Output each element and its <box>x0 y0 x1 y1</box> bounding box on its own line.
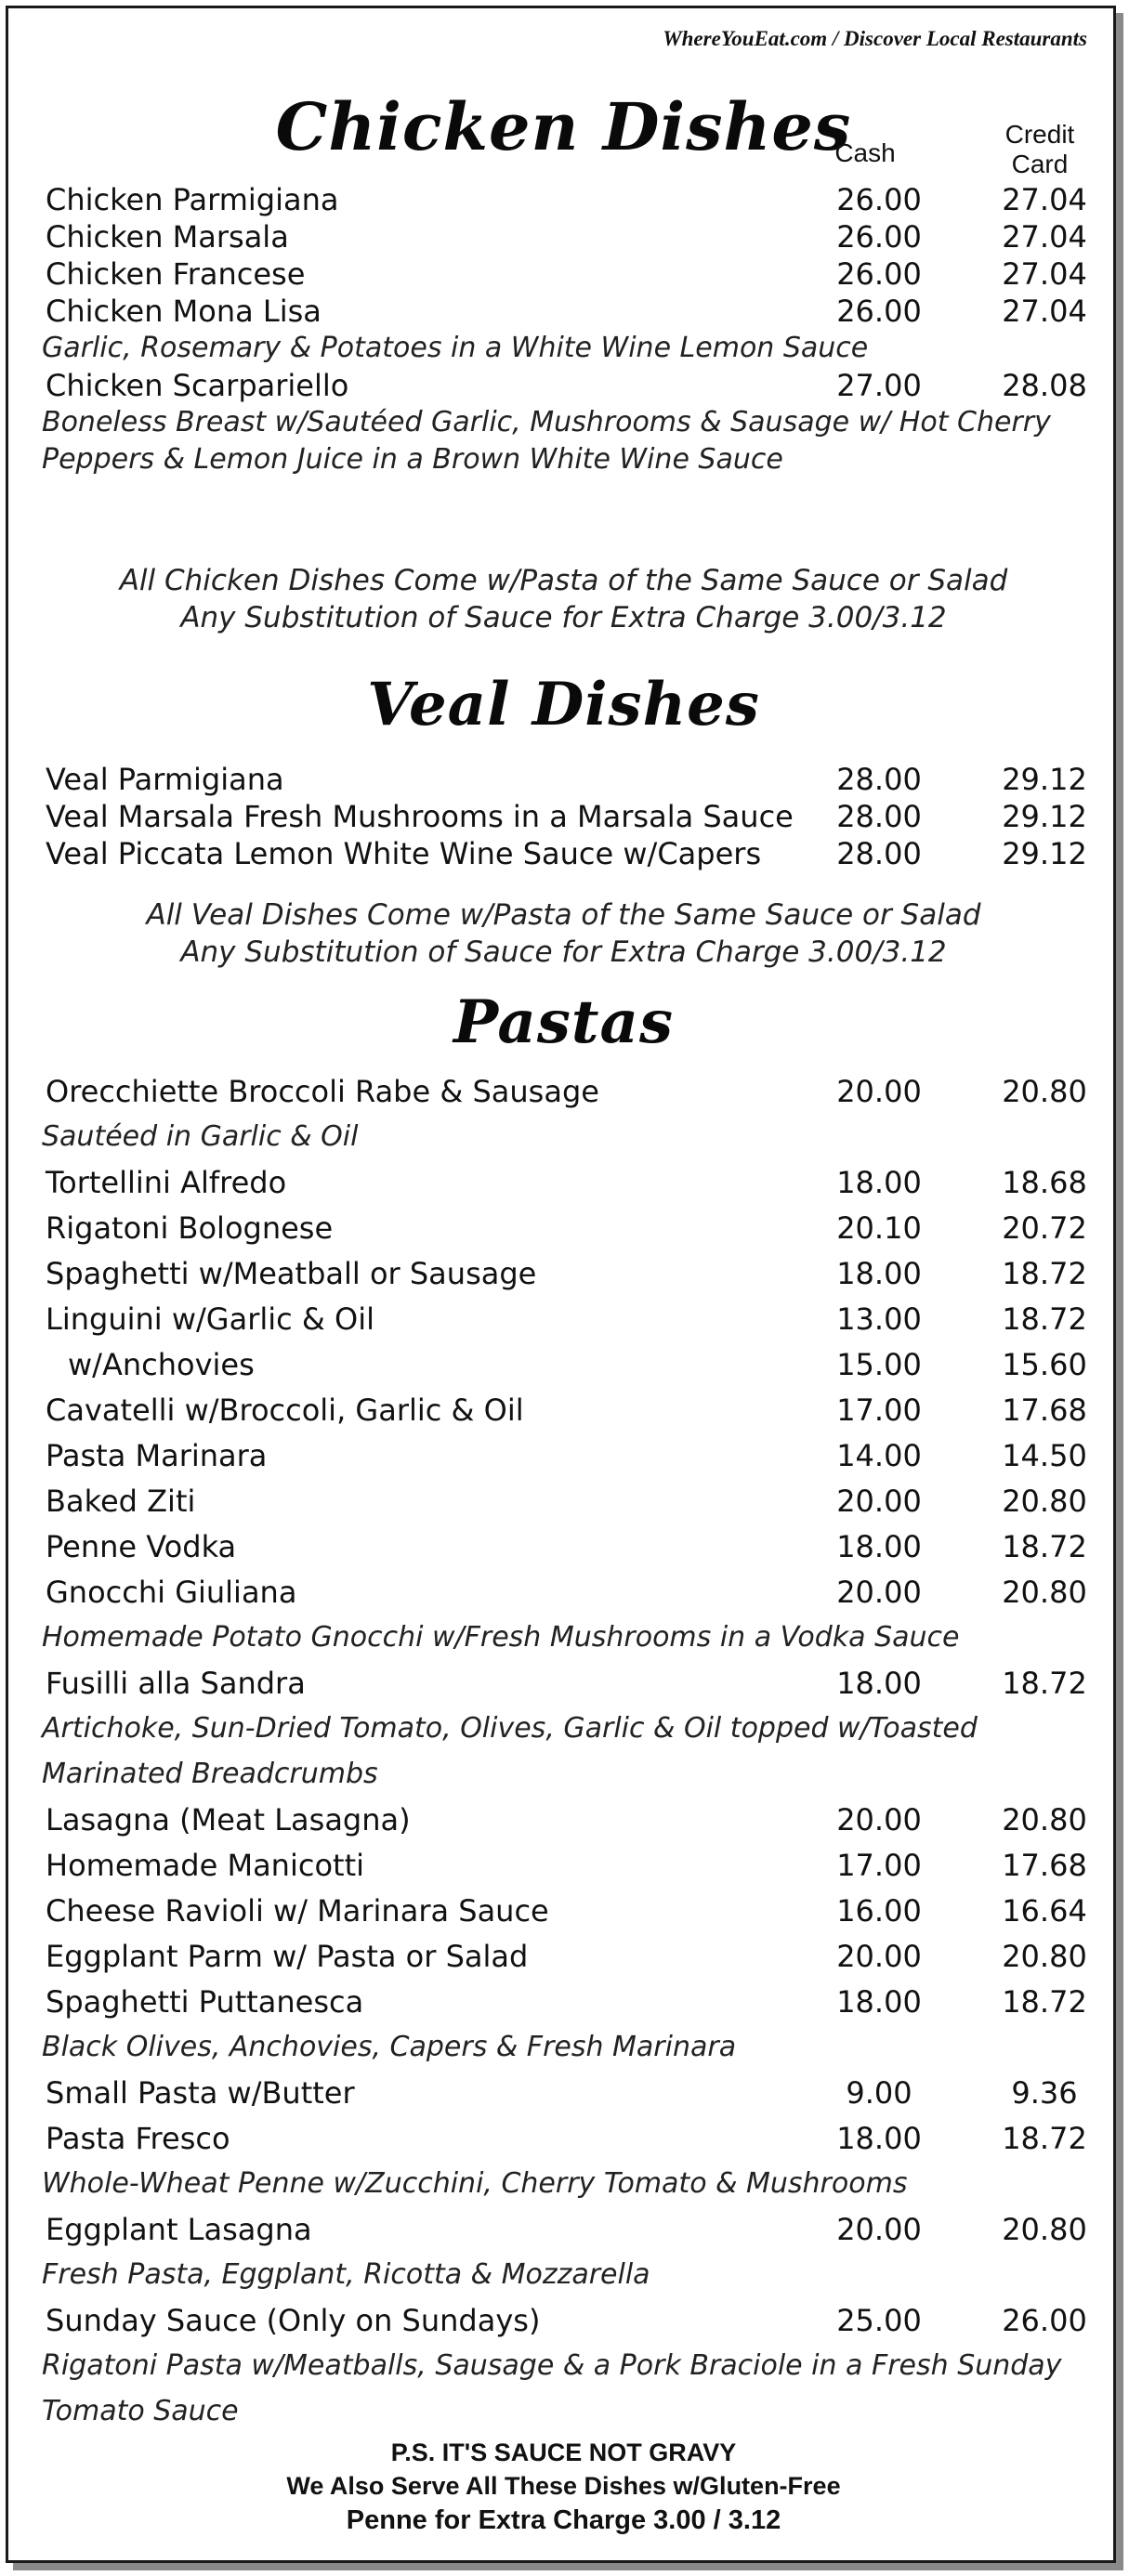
menu-item-name: Homemade Manicotti <box>46 1848 364 1883</box>
credit-price: 27.04 <box>1002 182 1087 217</box>
credit-price: 29.12 <box>1002 799 1087 834</box>
menu-item-row <box>46 1980 1096 2024</box>
credit-price: 14.50 <box>1002 1438 1087 1473</box>
cash-price: 26.00 <box>836 294 922 329</box>
credit-price: 20.80 <box>1002 1484 1087 1519</box>
credit-price: 9.36 <box>1011 2075 1078 2111</box>
item-description: Sautéed in Garlic & Oil <box>42 1120 359 1153</box>
credit-price: 20.80 <box>1002 1802 1087 1837</box>
cash-price: 17.00 <box>836 1393 922 1428</box>
cash-price: 18.00 <box>836 1984 922 2020</box>
veal-note-line2: Any Substitution of Sauce for Extra Charge 3.00/3.12 <box>180 935 947 969</box>
menu-item-row <box>46 1889 1096 1933</box>
footer-line2: We Also Serve All These Dishes w/Gluten-Free <box>286 2472 841 2500</box>
item-description: Peppers & Lemon Juice in a Brown White Wine Sauce <box>42 443 783 476</box>
menu-item-row <box>46 1388 1096 1432</box>
item-description: Fresh Pasta, Eggplant, Ricotta & Mozzarella <box>42 2258 650 2291</box>
credit-price: 18.72 <box>1002 1529 1087 1564</box>
veal-note-line1: All Veal Dishes Come w/Pasta of the Same Sauce or Salad <box>146 898 981 932</box>
menu-item-row <box>46 1934 1096 1979</box>
pastas-section-title: Pastas <box>453 987 674 1057</box>
credit-price: 29.12 <box>1002 836 1087 871</box>
menu-item-name: Eggplant Lasagna <box>46 2212 312 2247</box>
menu-item-name: Chicken Scarpariello <box>46 368 349 403</box>
menu-item-name: Lasagna (Meat Lasagna) <box>46 1802 411 1837</box>
menu-item-row <box>46 2207 1096 2252</box>
menu-item-row <box>46 1160 1096 1205</box>
cash-column-header: Cash <box>834 138 896 167</box>
menu-item-name: Tortellini Alfredo <box>46 1165 287 1200</box>
menu-item-row <box>46 2116 1096 2161</box>
menu-item-name: Spaghetti Puttanesca <box>46 1984 364 2020</box>
menu-item-row <box>46 1342 1096 1387</box>
menu-item-name: Small Pasta w/Butter <box>46 2075 355 2111</box>
credit-price: 16.64 <box>1002 1893 1087 1929</box>
item-description: Artichoke, Sun-Dried Tomato, Olives, Garlic & Oil topped w/Toasted <box>42 1712 978 1745</box>
menu-item-name: Veal Marsala Fresh Mushrooms in a Marsala Sauce <box>46 799 794 834</box>
item-description: Rigatoni Pasta w/Meatballs, Sausage & a Pork Braciole in a Fresh Sunday <box>42 2349 1062 2382</box>
menu-item-row <box>46 1297 1096 1341</box>
menu-item-name: Veal Piccata Lemon White Wine Sauce w/Capers <box>46 836 762 871</box>
item-description: Tomato Sauce <box>42 2395 239 2427</box>
item-description: Marinated Breadcrumbs <box>42 1758 378 1790</box>
menu-item-name: Baked Ziti <box>46 1484 196 1519</box>
chicken-section-title: Chicken Dishes <box>275 88 852 165</box>
cash-price: 28.00 <box>836 762 922 797</box>
menu-item-row <box>46 1798 1096 1842</box>
cash-price: 20.00 <box>836 1074 922 1109</box>
menu-item-name: Spaghetti w/Meatball or Sausage <box>46 1256 537 1291</box>
cash-price: 20.00 <box>836 1575 922 1610</box>
cash-price: 14.00 <box>836 1438 922 1473</box>
cash-price: 27.00 <box>836 368 922 403</box>
menu-item-name: Linguini w/Garlic & Oil <box>46 1301 374 1337</box>
footer-line1: P.S. IT'S SAUCE NOT GRAVY <box>390 2439 737 2466</box>
cash-price: 16.00 <box>836 1893 922 1929</box>
watermark-text: WhereYouEat.com / Discover Local Restaurants <box>663 27 1087 50</box>
cash-price: 13.00 <box>836 1301 922 1337</box>
menu-item-row <box>46 1524 1096 1569</box>
credit-price: 20.72 <box>1002 1210 1087 1246</box>
menu-item-row <box>46 1570 1096 1615</box>
item-description: Boneless Breast w/Sautéed Garlic, Mushrooms & Sausage w/ Hot Cherry <box>42 406 1051 438</box>
credit-price: 18.72 <box>1002 1666 1087 1701</box>
item-description: Garlic, Rosemary & Potatoes in a White Wine Lemon Sauce <box>42 332 869 364</box>
menu-item-name: Cheese Ravioli w/ Marinara Sauce <box>46 1893 549 1929</box>
menu-item-name: Chicken Mona Lisa <box>46 294 322 329</box>
menu-item-name: Cavatelli w/Broccoli, Garlic & Oil <box>46 1393 524 1428</box>
menu-item-row <box>46 2071 1096 2115</box>
credit-price: 17.68 <box>1002 1393 1087 1428</box>
item-description: Homemade Potato Gnocchi w/Fresh Mushrooms in a Vodka Sauce <box>42 1621 960 1654</box>
credit-price: 20.80 <box>1002 1939 1087 1974</box>
credit-price: 18.72 <box>1002 1984 1087 2020</box>
menu-item-name: Gnocchi Giuliana <box>46 1575 297 1610</box>
credit-price: 28.08 <box>1002 368 1087 403</box>
menu-item-name: Pasta Fresco <box>46 2121 230 2156</box>
credit-price: 20.80 <box>1002 1074 1087 1109</box>
credit-price: 27.04 <box>1002 256 1087 292</box>
menu-item-row <box>46 1433 1096 1478</box>
menu-item-name: Chicken Parmigiana <box>46 182 339 217</box>
menu-item-name: Fusilli alla Sandra <box>46 1666 306 1701</box>
credit-price: 20.80 <box>1002 2212 1087 2247</box>
credit-price: 18.72 <box>1002 2121 1087 2156</box>
menu-item-name: w/Anchovies <box>68 1347 255 1382</box>
credit-price: 29.12 <box>1002 762 1087 797</box>
veal-section-title: Veal Dishes <box>367 670 760 739</box>
cash-price: 18.00 <box>836 1666 922 1701</box>
menu-item-name: Eggplant Parm w/ Pasta or Salad <box>46 1939 529 1974</box>
credit-price: 18.68 <box>1002 1165 1087 1200</box>
credit-price: 27.04 <box>1002 294 1087 329</box>
cash-price: 26.00 <box>836 219 922 255</box>
menu-item-name: Orecchiette Broccoli Rabe & Sausage <box>46 1074 599 1109</box>
credit-price: 18.72 <box>1002 1256 1087 1291</box>
menu-item-name: Rigatoni Bolognese <box>46 1210 334 1246</box>
menu-item-name: Chicken Francese <box>46 256 306 292</box>
menu-item-name: Pasta Marinara <box>46 1438 268 1473</box>
menu-item-row <box>46 1206 1096 1250</box>
chicken-note-line2: Any Substitution of Sauce for Extra Charge 3.00/3.12 <box>180 601 947 634</box>
cash-price: 20.00 <box>836 1939 922 1974</box>
cash-price: 18.00 <box>836 1256 922 1291</box>
menu-item-row <box>46 1251 1096 1296</box>
cash-price: 17.00 <box>836 1848 922 1883</box>
item-description: Whole-Wheat Penne w/Zucchini, Cherry Tomato & Mushrooms <box>42 2167 908 2200</box>
credit-price: 27.04 <box>1002 219 1087 255</box>
menu-item-row <box>46 1843 1096 1888</box>
menu-item-row <box>46 1661 1096 1706</box>
cash-price: 28.00 <box>836 836 922 871</box>
cash-price: 18.00 <box>836 2121 922 2156</box>
credit-column-header-line2: Card <box>1011 150 1069 178</box>
menu-item-row <box>46 1069 1096 1114</box>
cash-price: 20.00 <box>836 1802 922 1837</box>
cash-price: 18.00 <box>836 1165 922 1200</box>
credit-price: 20.80 <box>1002 1575 1087 1610</box>
cash-price: 26.00 <box>836 256 922 292</box>
credit-price: 17.68 <box>1002 1848 1087 1883</box>
cash-price: 26.00 <box>836 182 922 217</box>
chicken-note-line1: All Chicken Dishes Come w/Pasta of the Same Sauce or Salad <box>119 564 1008 597</box>
menu-item-row <box>46 831 1096 876</box>
menu-item-name: Chicken Marsala <box>46 219 289 255</box>
cash-price: 18.00 <box>836 1529 922 1564</box>
credit-price: 15.60 <box>1002 1347 1087 1382</box>
footer-line3: Penne for Extra Charge 3.00 / 3.12 <box>346 2505 781 2535</box>
menu-page <box>6 6 1116 2563</box>
cash-price: 15.00 <box>836 1347 922 1382</box>
menu-item-row <box>46 2298 1096 2343</box>
menu-item-name: Sunday Sauce (Only on Sundays) <box>46 2303 541 2338</box>
menu-item-row <box>46 1479 1096 1523</box>
menu-item-name: Veal Parmigiana <box>46 762 284 797</box>
item-description: Black Olives, Anchovies, Capers & Fresh Marinara <box>42 2031 737 2063</box>
menu-item-name: Penne Vodka <box>46 1529 237 1564</box>
cash-price: 20.00 <box>836 2212 922 2247</box>
credit-price: 18.72 <box>1002 1301 1087 1337</box>
cash-price: 20.00 <box>836 1484 922 1519</box>
cash-price: 25.00 <box>836 2303 922 2338</box>
credit-price: 26.00 <box>1002 2303 1087 2338</box>
credit-column-header-line1: Credit <box>1004 120 1075 149</box>
cash-price: 28.00 <box>836 799 922 834</box>
cash-price: 9.00 <box>846 2075 912 2111</box>
cash-price: 20.10 <box>836 1210 922 1246</box>
